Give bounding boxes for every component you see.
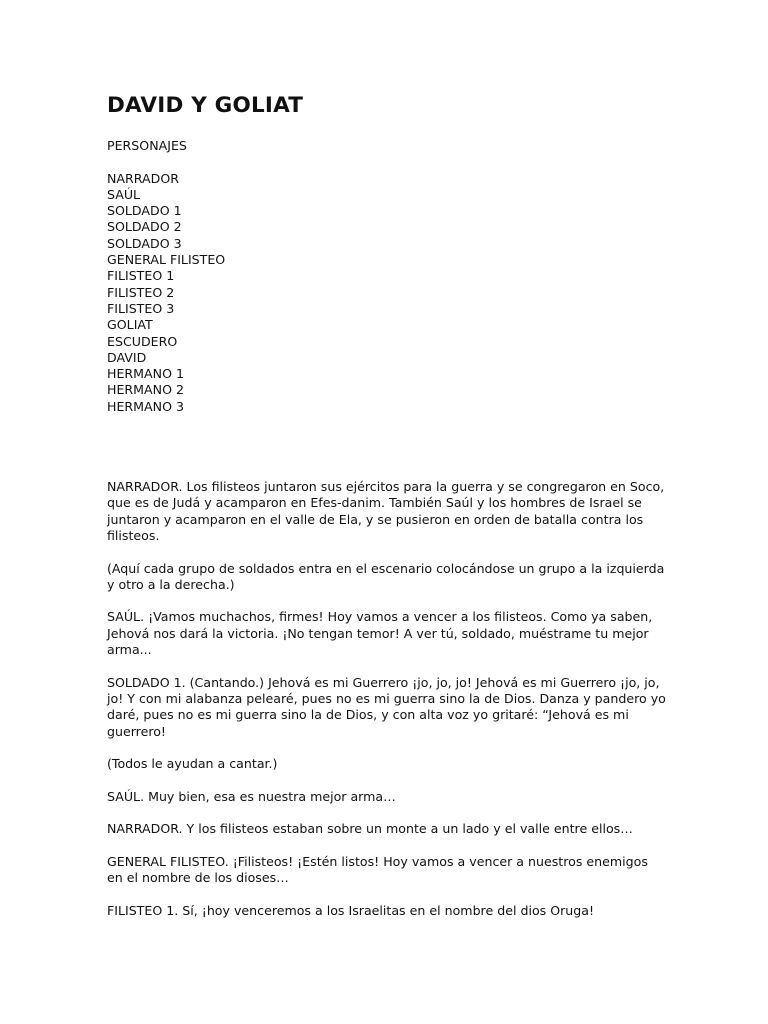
- stage-direction: (Todos le ayudan a cantar.): [107, 756, 278, 772]
- script-body: [107, 479, 667, 919]
- character-item: HERMANO 3: [107, 398, 185, 414]
- character-item: FILISTEO 3: [107, 300, 175, 316]
- script-paragraph: SAÚL. Muy bien, esa es nuestra mejor arma…: [107, 788, 396, 804]
- character-item: SOLDADO 1: [107, 203, 182, 219]
- character-item: GOLIAT: [107, 317, 153, 333]
- character-item: NARRADOR: [107, 170, 180, 186]
- character-item: HERMANO 1: [107, 366, 185, 382]
- character-item: GENERAL FILISTEO: [107, 252, 226, 268]
- script-paragraph: SOLDADO 1. (Cantando.) Jehová es mi Guerrero ¡jo, jo, jo! Jehová es mi Guerrero ¡jo, jo, jo! Y con mi alabanza pelearé, pues no es mi guerra sino la de Dios. Danza y pandero yo daré, pues no es mi guerra sino la de Dios, y con alta voz yo gritaré: “Jehová es mi guerrero!: [107, 674, 666, 739]
- section-spacer: [107, 415, 667, 479]
- character-item: FILISTEO 2: [107, 284, 175, 300]
- characters-heading: PERSONAJES: [107, 138, 187, 153]
- script-paragraph: NARRADOR. Los filisteos juntaron sus ejércitos para la guerra y se congregaron en Soco, que es de Judá y acamparon en Efes-danim. También Saúl y los hombres de Israel se juntaron y acamparon en el valle de Ela, y se pusieron en orden de batalla contra los filisteos.: [107, 479, 665, 543]
- script-paragraph: GENERAL FILISTEO. ¡Filisteos! ¡Estén listos! Hoy vamos a vencer a nuestros enemigos en el nombre de los dioses…: [107, 853, 648, 886]
- script-paragraph: FILISTEO 1. Sí, ¡hoy venceremos a los Israelitas en el nombre del dios Oruga!: [107, 902, 595, 918]
- document-title: DAVID Y GOLIAT: [107, 93, 304, 118]
- character-item: FILISTEO 1: [107, 268, 175, 284]
- character-item: ESCUDERO: [107, 333, 178, 349]
- character-item: SOLDADO 3: [107, 235, 182, 251]
- character-item: SAÚL: [107, 186, 141, 202]
- character-item: DAVID: [107, 349, 147, 365]
- character-item: SOLDADO 2: [107, 219, 182, 235]
- character-item: HERMANO 2: [107, 382, 185, 398]
- stage-direction: (Aquí cada grupo de soldados entra en el escenario colocándose un grupo a la izquierda y otro a la derecha.): [107, 560, 665, 592]
- character-list: [107, 171, 667, 415]
- script-paragraph: NARRADOR. Y los filisteos estaban sobre un monte a un lado y el valle entre ellos…: [107, 821, 633, 837]
- script-paragraph: SAÚL. ¡Vamos muchachos, firmes! Hoy vamos a vencer a los filisteos. Como ya saben, Jehová nos dará la victoria. ¡No tengan temor! A ver tú, soldado, muéstrame tu mejor arma...: [107, 609, 653, 658]
- document-page: [107, 92, 667, 935]
